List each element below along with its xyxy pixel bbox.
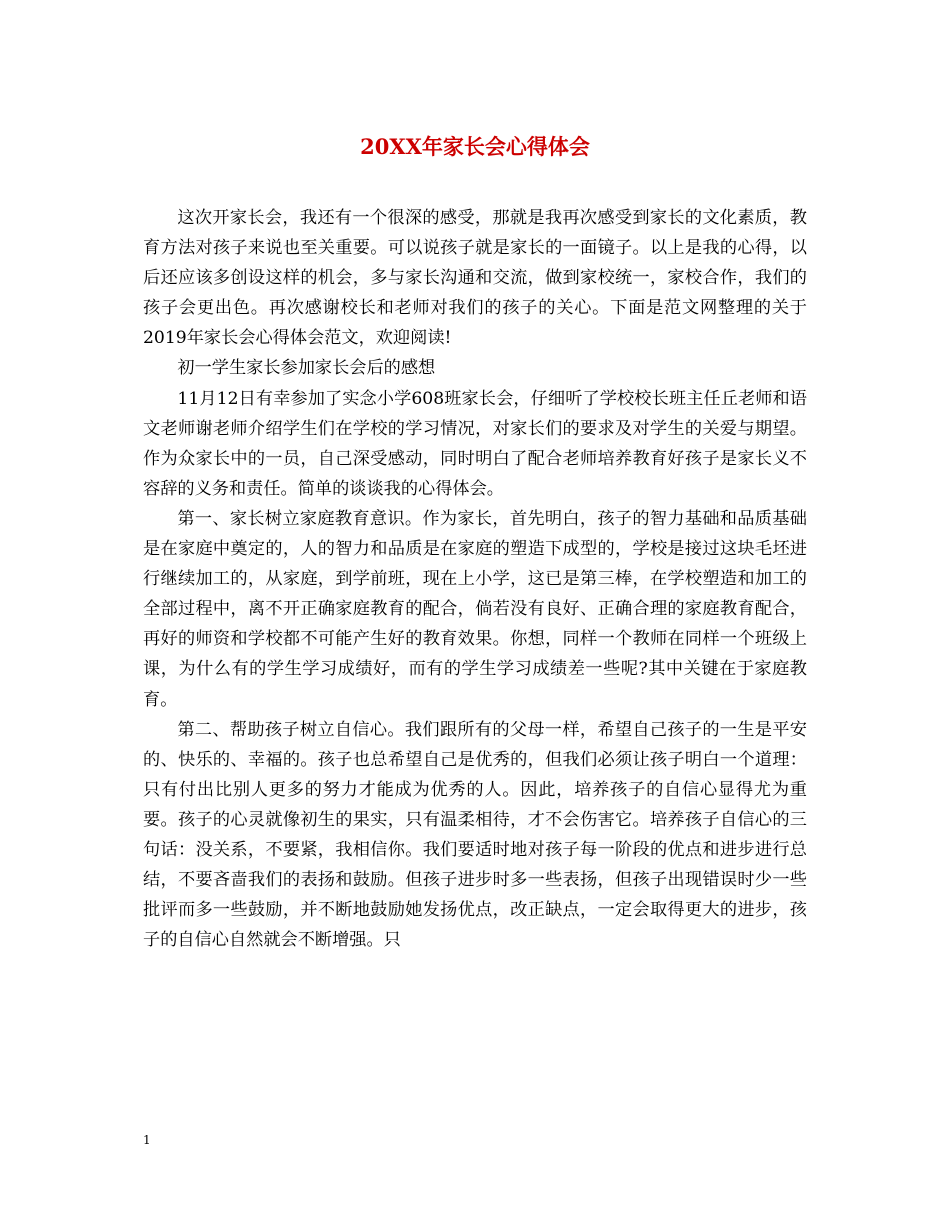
paragraph-point-two: 第二、帮助孩子树立自信心。我们跟所有的父母一样，希望自己孩子的一生是平安的、快乐的、幸福的。孩子也总希望自己是优秀的，但我们必须让孩子明白一个道理：只有付出比别人更多的努力才能成为优秀的人。因此，培养孩子的自信心显得尤为重要。孩子的心灵就像初生的果实，只有温柔相待，才不会伤害它。培养孩子自信心的三句话：没关系，不要紧，我相信你。我们要适时地对孩子每一阶段的优点和进步进行总结，不要吝啬我们的表扬和鼓励。但孩子进步时多一些表扬，但孩子出现错误时少一些批评而多一些鼓励，并不断地鼓励她发扬优点，改正缺点，一定会取得更大的进步，孩子的自信心自然就会不断增强。只 [143,719,807,951]
paragraph-intro: 这次开家长会，我还有一个很深的感受，那就是我再次感受到家长的文化素质，教育方法对孩子来说也至关重要。可以说孩子就是家长的一面镜子。以上是我的心得，以后还应该多创设这样的机会，多与家长沟通和交流，做到家校统一，家校合作，我们的孩子会更出色。再次感谢校长和老师对我们的孩子的关心。下面是范文网整理的关于2019年家长会心得体会范文，欢迎阅读! [143,208,807,349]
paragraph-meeting: 11月12日有幸参加了实念小学608班家长会，仔细听了学校校长班主任丘老师和语文老师谢老师介绍学生们在学校的学习情况，对家长们的要求及对学生的关爱与期望。作为众家长中的一员，自己深受感动，同时明白了配合老师培养教育好孩子是家长义不容辞的义务和责任。简单的谈谈我的心得体会。 [143,388,807,499]
paragraph-point-one: 第一、家长树立家庭教育意识。作为家长，首先明白，孩子的智力基础和品质基础是在家庭中奠定的，人的智力和品质是在家庭的塑造下成型的，学校是接过这块毛坯进行继续加工的，从家庭，到学前班，现在上小学，这已是第三棒，在学校塑造和加工的全部过程中，离不开正确家庭教育的配合，倘若没有良好、正确合理的家庭教育配合，再好的师资和学校都不可能产生好的教育效果。你想，同样一个教师在同样一个班级上课，为什么有的学生学习成绩好，而有的学生学习成绩差一些呢?其中关键在于家庭教育。 [143,508,807,710]
document-title: 20XX年家长会心得体会 [360,134,590,159]
page-number: 1 [143,1133,151,1147]
paragraph-heading: 初一学生家长参加家长会后的感想 [177,358,436,379]
document-body [143,203,807,955]
